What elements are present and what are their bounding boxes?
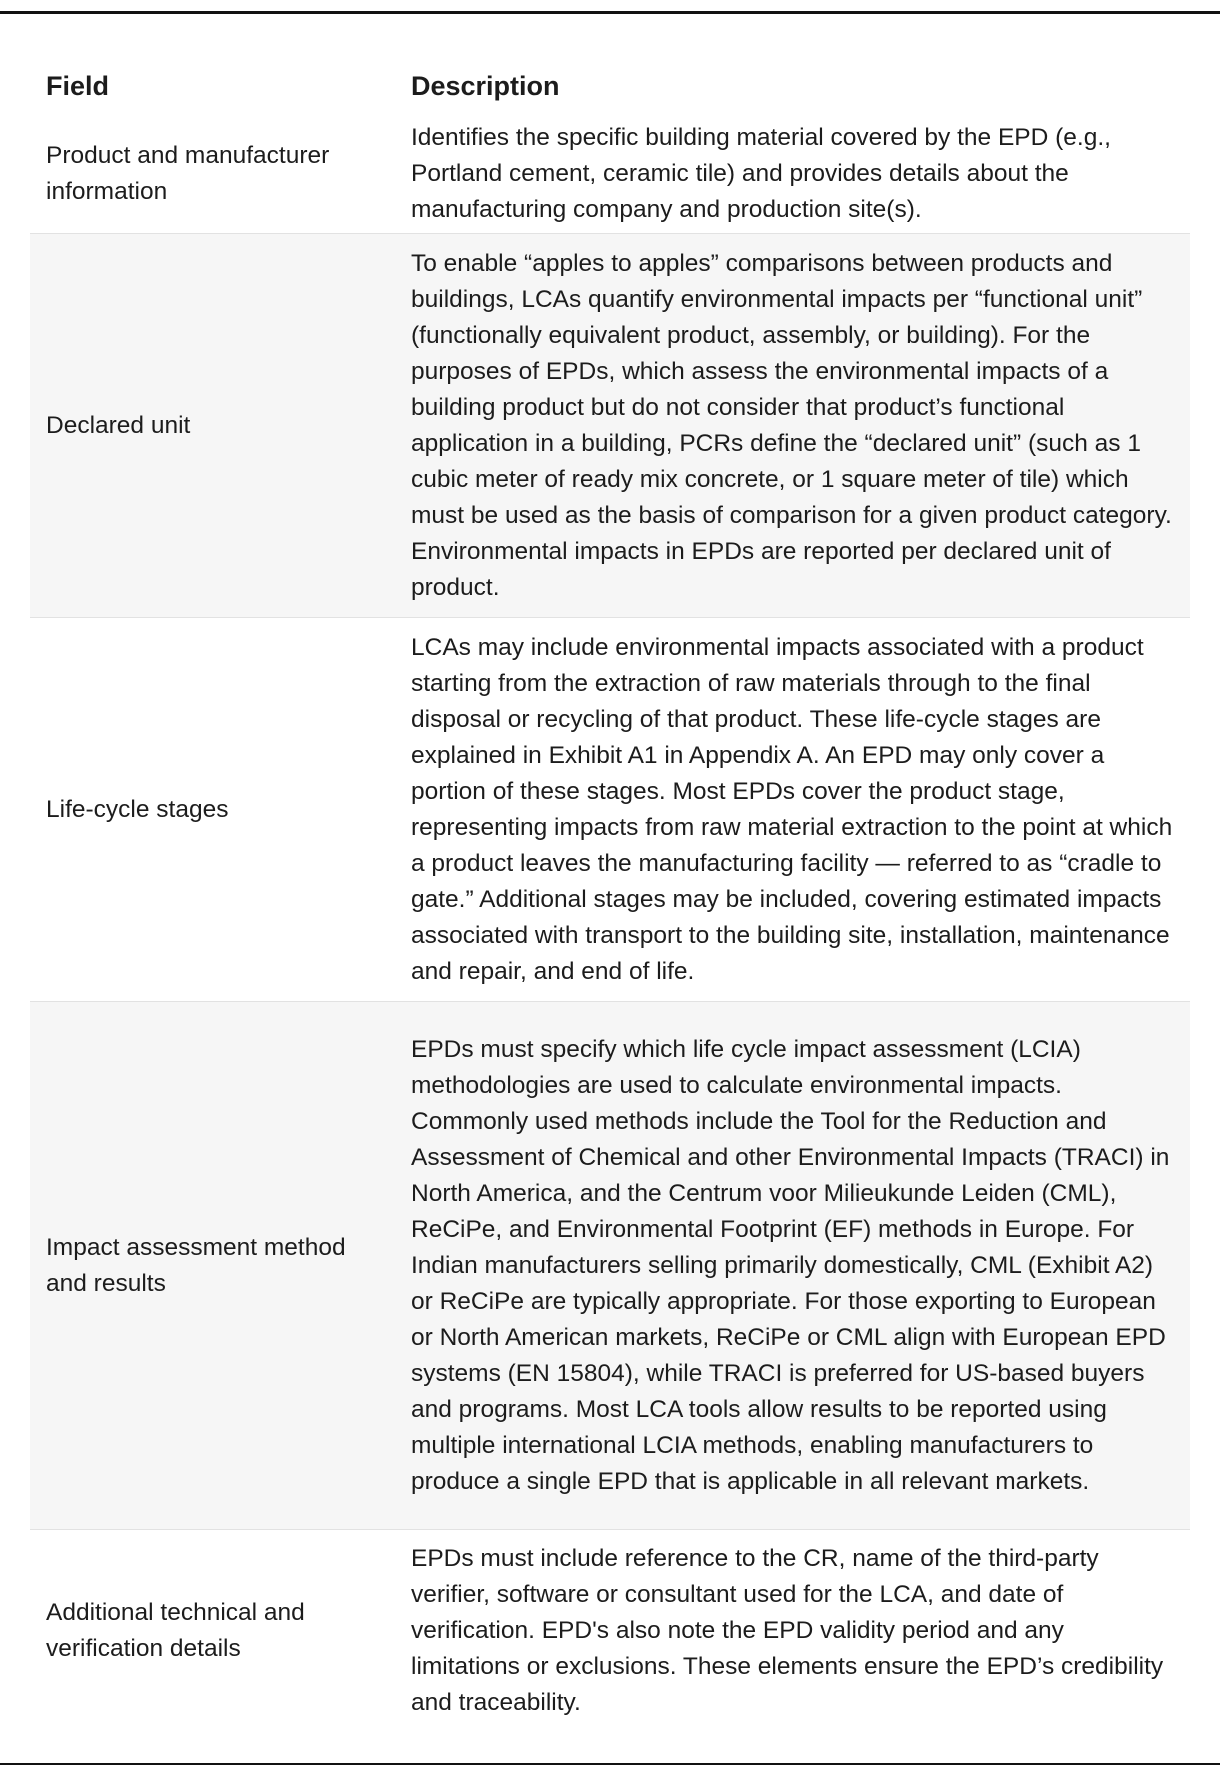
table-header-row (30, 60, 1190, 114)
table-row (30, 1002, 1190, 1530)
bottom-rule (0, 1763, 1220, 1765)
field-column-header: Field (46, 71, 110, 101)
field-cell: Product and manufacturer information (30, 114, 395, 234)
table-row (30, 618, 1190, 1002)
field-cell: Declared unit (30, 234, 395, 618)
field-cell: Impact assessment method and results (30, 1002, 395, 1530)
description-cell: LCAs may include environmental impacts associated with a product starting from the extraction of raw materials through to the final disposal or recycling of that product. These life-cycle stages are explained in Exhibit A1 in Appendix A. An EPD may only cover a portion of these stages. Most EPDs cover the product stage, representing impacts from raw material extraction to the point at which a product leaves the manufacturing facility — referred to as “cradle to gate.” Additional stages may be included, covering estimated impacts associated with transport to the building site, installation, maintenance and repair, and end of life. (395, 618, 1190, 1002)
description-cell: To enable “apples to apples” comparisons between products and buildings, LCAs quantify environmental impacts per “functional unit” (functionally equivalent product, assembly, or building). For the purposes of EPDs, which assess the environmental impacts of a building product but do not consider that product’s functional application in a building, PCRs define the “declared unit” (such as 1 cubic meter of ready mix concrete, or 1 square meter of tile) which must be used as the basis of comparison for a given product category. Environmental impacts in EPDs are reported per declared unit of product. (395, 234, 1190, 618)
epd-fields-table (30, 60, 1190, 1732)
description-cell: EPDs must include reference to the CR, name of the third-party verifier, software or consultant used for the LCA, and date of verification. EPD's also note the EPD validity period and any limitations or exclusions. These elements ensure the EPD’s credibility and traceability. (411, 1545, 1164, 1716)
field-cell: Life-cycle stages (30, 618, 395, 1002)
field-cell: Additional technical and verification details (46, 1599, 305, 1662)
top-rule (0, 11, 1220, 14)
description-cell: EPDs must specify which life cycle impact assessment (LCIA) methodologies are used to calculate environmental impacts. Commonly used methods include the Tool for the Reduction and Assessment of Chemical and other Environmental Impacts (TRACI) in North America, and the Centrum voor Milieukunde Leiden (CML), ReCiPe, and Environmental Footprint (EF) methods in Europe. For Indian manufacturers selling primarily domestically, CML (Exhibit A2) or ReCiPe are typically appropriate. For those exporting to European or North American markets, ReCiPe or CML align with European EPD systems (EN 15804), while TRACI is preferred for US-based buyers and programs. Most LCA tools allow results to be reported using multiple international LCIA methods, enabling manufacturers to produce a single EPD that is applicable in all relevant markets. (395, 1002, 1190, 1530)
description-column-header: Description (411, 71, 560, 101)
table-row (30, 1530, 1190, 1733)
table-row (30, 234, 1190, 618)
table-row (30, 114, 1190, 234)
description-cell: Identifies the specific building material covered by the EPD (e.g., Portland cement, ceramic tile) and provides details about the manufacturing company and production site(s). (395, 114, 1190, 234)
